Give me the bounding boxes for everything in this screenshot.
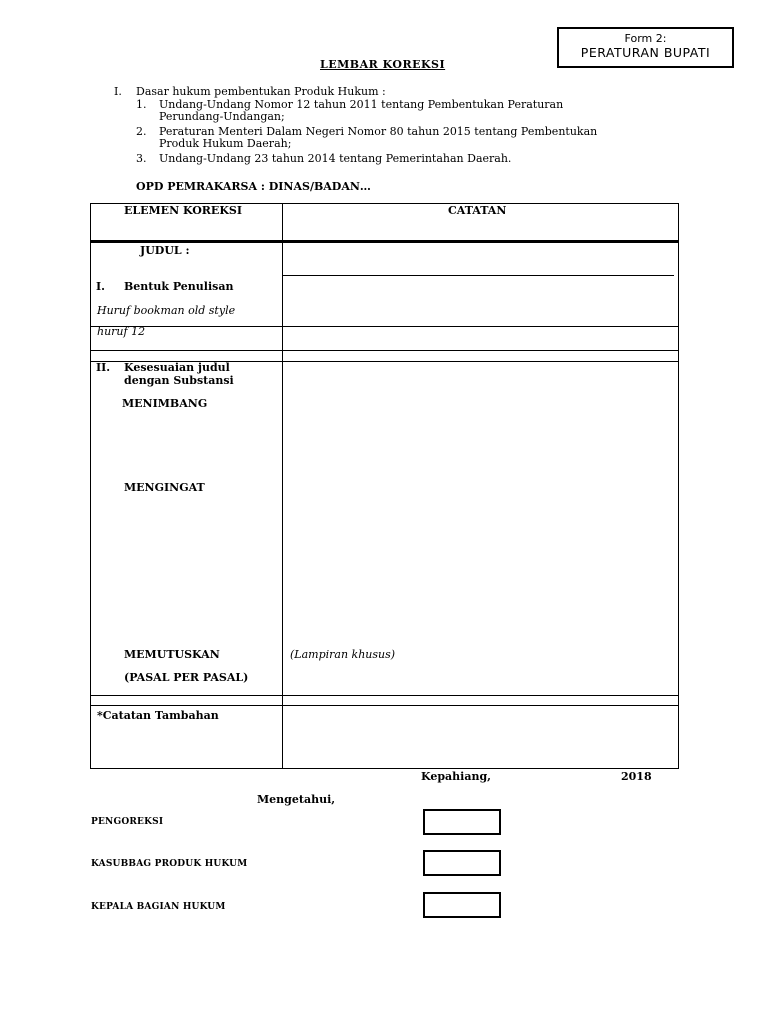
signatory-kepala-bagian: KEPALA BAGIAN HUKUM bbox=[91, 902, 226, 912]
judul-label: JUDUL : bbox=[140, 244, 190, 257]
row-divider bbox=[90, 705, 679, 706]
menimbang-label: MENIMBANG bbox=[122, 397, 208, 410]
table-header-rule bbox=[90, 240, 679, 243]
form-type: PERATURAN BUPATI bbox=[580, 45, 711, 60]
table-border-left bbox=[90, 203, 91, 769]
row-divider bbox=[90, 695, 679, 696]
font-style-note: Huruf bookman old style bbox=[97, 304, 236, 317]
lampiran-note: (Lampiran khusus) bbox=[290, 648, 396, 661]
signatory-kasubbag: KASUBBAG PRODUK HUKUM bbox=[91, 859, 248, 869]
legal-basis-number: 2. bbox=[136, 125, 147, 138]
legal-basis-item: Undang-Undang Nomor 12 tahun 2011 tentang Pembentukan Peraturan bbox=[159, 98, 564, 111]
opd-pemrakarsa: OPD PEMRAKARSA : DINAS/BADAN… bbox=[136, 180, 371, 193]
legal-basis-number: 3. bbox=[136, 152, 147, 165]
paraf-box-kasubbag[interactable] bbox=[423, 850, 501, 876]
legal-basis-number: 1. bbox=[136, 98, 147, 111]
legal-basis-item-cont: Produk Hukum Daerah; bbox=[159, 137, 292, 150]
row-divider bbox=[283, 275, 674, 276]
legal-basis-item-cont: Perundang-Undangan; bbox=[159, 110, 285, 123]
kesesuaian-label: Kesesuaian judul bbox=[124, 361, 230, 374]
page-title: LEMBAR KOREKSI bbox=[320, 58, 446, 71]
font-size-note: huruf 12 bbox=[97, 325, 146, 338]
column-divider bbox=[282, 203, 283, 769]
table-border-right bbox=[678, 203, 679, 769]
year-label: 2018 bbox=[621, 770, 652, 783]
form-number: Form 2: bbox=[624, 32, 667, 45]
signatory-pengoreksi: PENGOREKSI bbox=[91, 817, 164, 827]
memutuskan-label: MEMUTUSKAN bbox=[124, 648, 220, 661]
section-numeral-ii: II. bbox=[96, 361, 111, 374]
catatan-tambahan-label: *Catatan Tambahan bbox=[97, 709, 219, 722]
table-border-bottom bbox=[90, 768, 679, 769]
place-label: Kepahiang, bbox=[421, 770, 491, 783]
dasar-hukum-heading: Dasar hukum pembentukan Produk Hukum : bbox=[136, 85, 386, 98]
legal-basis-item: Peraturan Menteri Dalam Negeri Nomor 80 tahun 2015 tentang Pembentukan bbox=[159, 125, 598, 138]
mengingat-label: MENGINGAT bbox=[124, 481, 205, 494]
row-divider bbox=[90, 350, 679, 351]
paraf-box-pengoreksi[interactable] bbox=[423, 809, 501, 835]
kesesuaian-label-cont: dengan Substansi bbox=[124, 374, 234, 387]
paraf-box-kepala-bagian[interactable] bbox=[423, 892, 501, 918]
mengetahui-label: Mengetahui, bbox=[257, 793, 336, 806]
legal-basis-item: Undang-Undang 23 tahun 2014 tentang Pemerintahan Daerah. bbox=[159, 152, 512, 165]
bentuk-penulisan-label: Bentuk Penulisan bbox=[124, 280, 234, 293]
section-numeral-i: I. bbox=[114, 85, 122, 98]
form-type-box bbox=[557, 27, 734, 68]
section-numeral-i: I. bbox=[96, 280, 105, 293]
row-divider bbox=[90, 326, 679, 327]
column-header-elemen: ELEMEN KOREKSI bbox=[124, 204, 242, 217]
column-header-catatan: CATATAN bbox=[448, 204, 507, 217]
pasal-label: (PASAL PER PASAL) bbox=[124, 671, 249, 684]
